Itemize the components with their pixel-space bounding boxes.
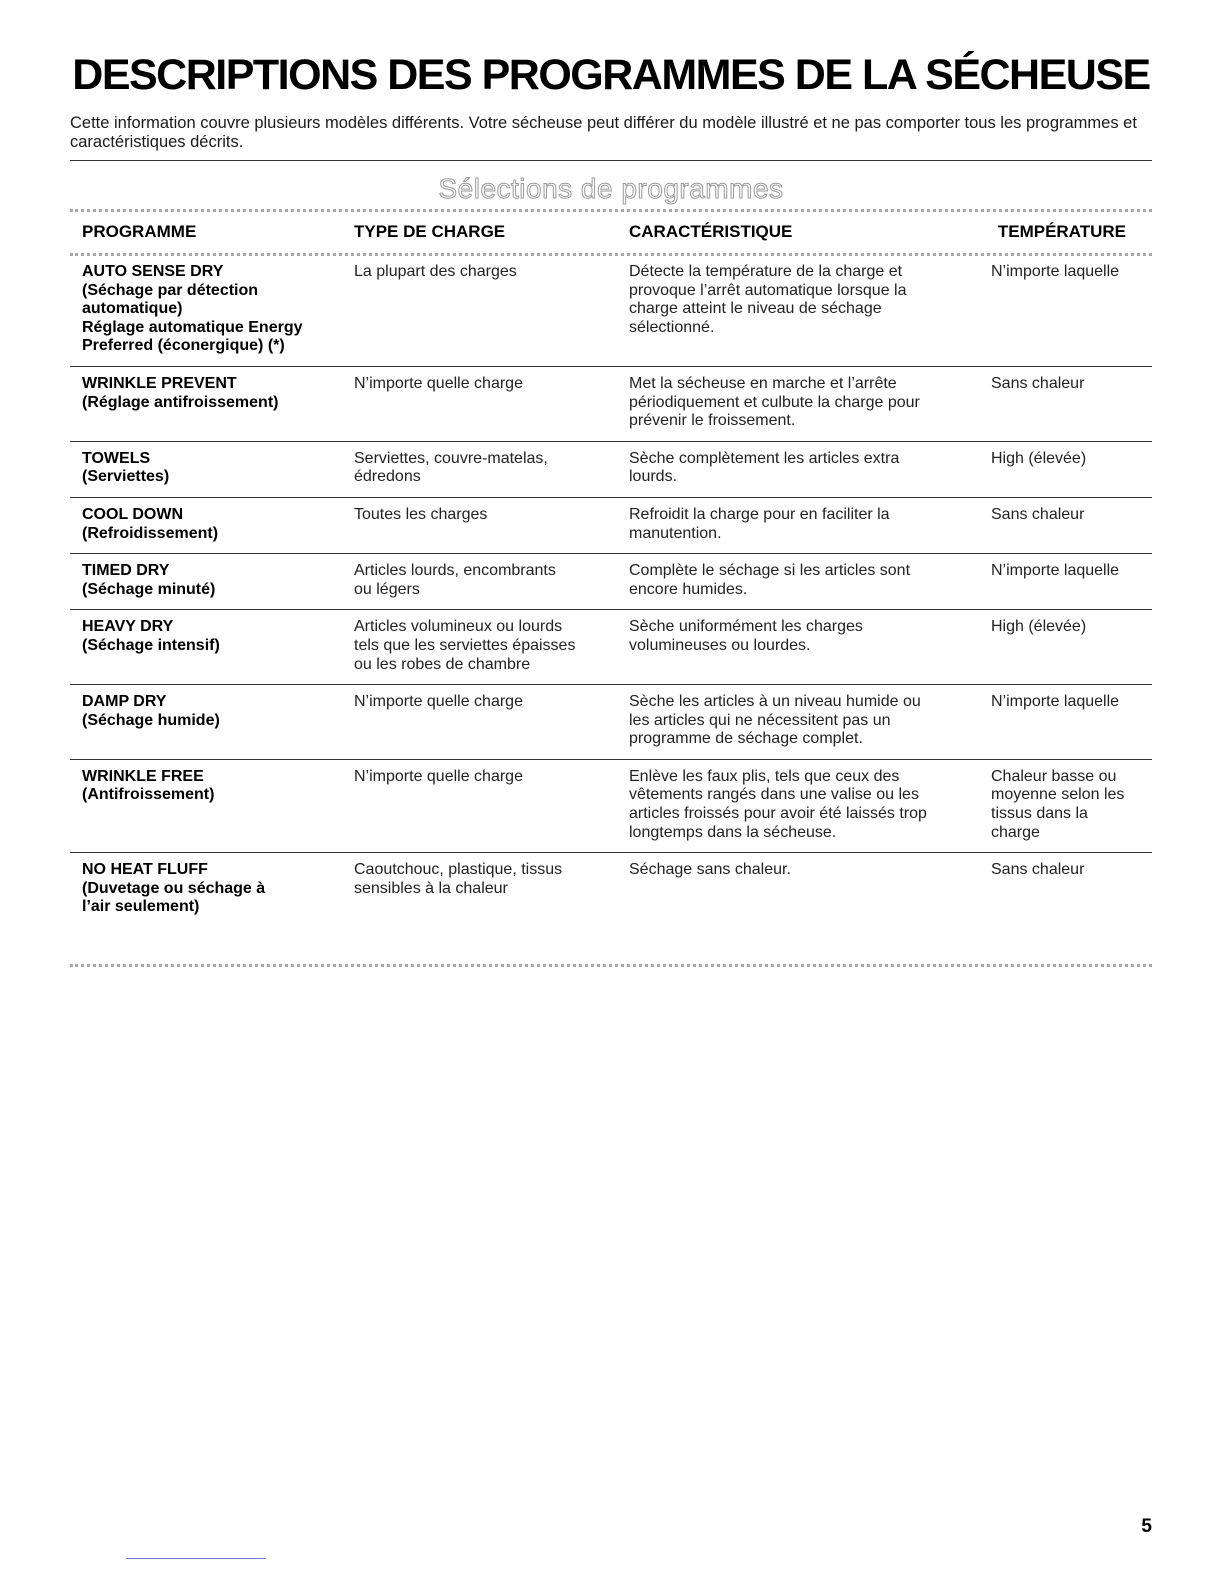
cell-caracteristique: Détecte la température de la charge et provoque l’arrêt automatique lorsque la charge atteint le niveau de séchage sélectionné. (629, 263, 907, 336)
dotted-divider-top (70, 209, 1152, 212)
cell-programme: AUTO SENSE DRY (Séchage par détection automatique) Réglage automatique Energy Preferred (éconergique) (*) (82, 263, 303, 355)
column-header-type: TYPE DE CHARGE (354, 222, 506, 241)
cell-temperature: Sans chaleur (991, 505, 1085, 523)
cell-caracteristique: Enlève les faux plis, tels que ceux des vêtements rangés dans une valise ou les articles froissés pour avoir été laissés trop longtemps dans la sécheuse. (629, 767, 927, 841)
table-header (70, 220, 1152, 244)
column-header-temperature: TEMPÉRATURE (997, 222, 1126, 241)
cell-programme: WRINKLE PREVENT (Réglage antifroissement) (82, 374, 279, 411)
cell-type: Toutes les charges (354, 505, 488, 523)
section-title: Sélections de programmes (438, 173, 784, 204)
cell-type: La plupart des charges (354, 263, 517, 280)
cell-caracteristique: Sèche complètement les articles extra lourds. (629, 449, 900, 486)
cell-type: Serviettes, couvre-matelas, édredons (354, 449, 548, 486)
page-number: 5 (1141, 1516, 1152, 1537)
table-row (70, 441, 1152, 497)
cell-programme: TIMED DRY (Séchage minuté) (82, 562, 216, 598)
cell-temperature: High (élevée) (991, 618, 1087, 636)
cell-temperature: High (élevée) (991, 449, 1087, 467)
cell-programme: WRINKLE FREE (Antifroissement) (82, 767, 215, 804)
cell-caracteristique: Complète le séchage si les articles sont encore humides. (629, 562, 911, 598)
cell-type: N’importe quelle charge (354, 693, 523, 711)
intro-paragraph: Cette information couvre plusieurs modèles différents. Votre sécheuse peut différer du modèle illustré et ne pas comporter tous les programmes et caractéristiques décrits. (70, 114, 1137, 151)
bottom-link-line (126, 1558, 266, 1559)
cell-caracteristique: Met la sécheuse en marche et l’arrête périodiquement et culbute la charge pour prévenir le froissement. (629, 374, 920, 430)
cell-caracteristique: Séchage sans chaleur. (629, 861, 791, 879)
table-row (70, 553, 1152, 609)
cell-caracteristique: Sèche les articles à un niveau humide ou les articles qui ne nécessitent pas un programme de séchage complet. (629, 693, 921, 748)
table-row (70, 684, 1152, 759)
cell-temperature: Sans chaleur (991, 374, 1085, 392)
cell-type: Articles volumineux ou lourds tels que les serviettes épaisses ou les robes de chambre (354, 618, 576, 673)
cell-caracteristique: Refroidit la charge pour en faciliter la manutention. (629, 505, 890, 542)
cell-programme: HEAVY DRY (Séchage intensif) (82, 618, 220, 654)
cell-type: N’importe quelle charge (354, 767, 523, 785)
cell-temperature: Sans chaleur (991, 861, 1085, 879)
cell-type: Caoutchouc, plastique, tissus sensibles à la chaleur (354, 861, 563, 897)
table-row (70, 609, 1152, 684)
column-header-caracteristique: CARACTÉRISTIQUE (629, 222, 793, 241)
table-row (70, 497, 1152, 553)
table-row (70, 852, 1152, 927)
cell-caracteristique: Sèche uniformément les charges volumineuses ou lourdes. (629, 618, 863, 654)
program-table (70, 255, 1152, 927)
page-title: DESCRIPTIONS DES PROGRAMMES DE LA SÉCHEUSE (72, 51, 1150, 99)
cell-temperature: N’importe laquelle (991, 263, 1120, 280)
table-row (70, 366, 1152, 441)
cell-type: N’importe quelle charge (354, 374, 523, 392)
dotted-divider-bottom (70, 964, 1152, 967)
table-row (70, 759, 1152, 852)
cell-programme: NO HEAT FLUFF (Duvetage ou séchage à l’air seulement) (82, 861, 266, 916)
column-header-programme: PROGRAMME (82, 222, 197, 241)
top-divider (70, 160, 1152, 161)
cell-temperature: N’importe laquelle (991, 562, 1120, 580)
table-row (70, 255, 1152, 366)
cell-programme: COOL DOWN (Refroidissement) (82, 505, 219, 542)
cell-programme: DAMP DRY (Séchage humide) (82, 693, 220, 729)
cell-programme: TOWELS (Serviettes) (82, 449, 170, 486)
cell-temperature: N’importe laquelle (991, 693, 1120, 711)
cell-type: Articles lourds, encombrants ou légers (354, 562, 556, 598)
cell-temperature: Chaleur basse ou moyenne selon les tissus dans la charge (991, 767, 1125, 841)
